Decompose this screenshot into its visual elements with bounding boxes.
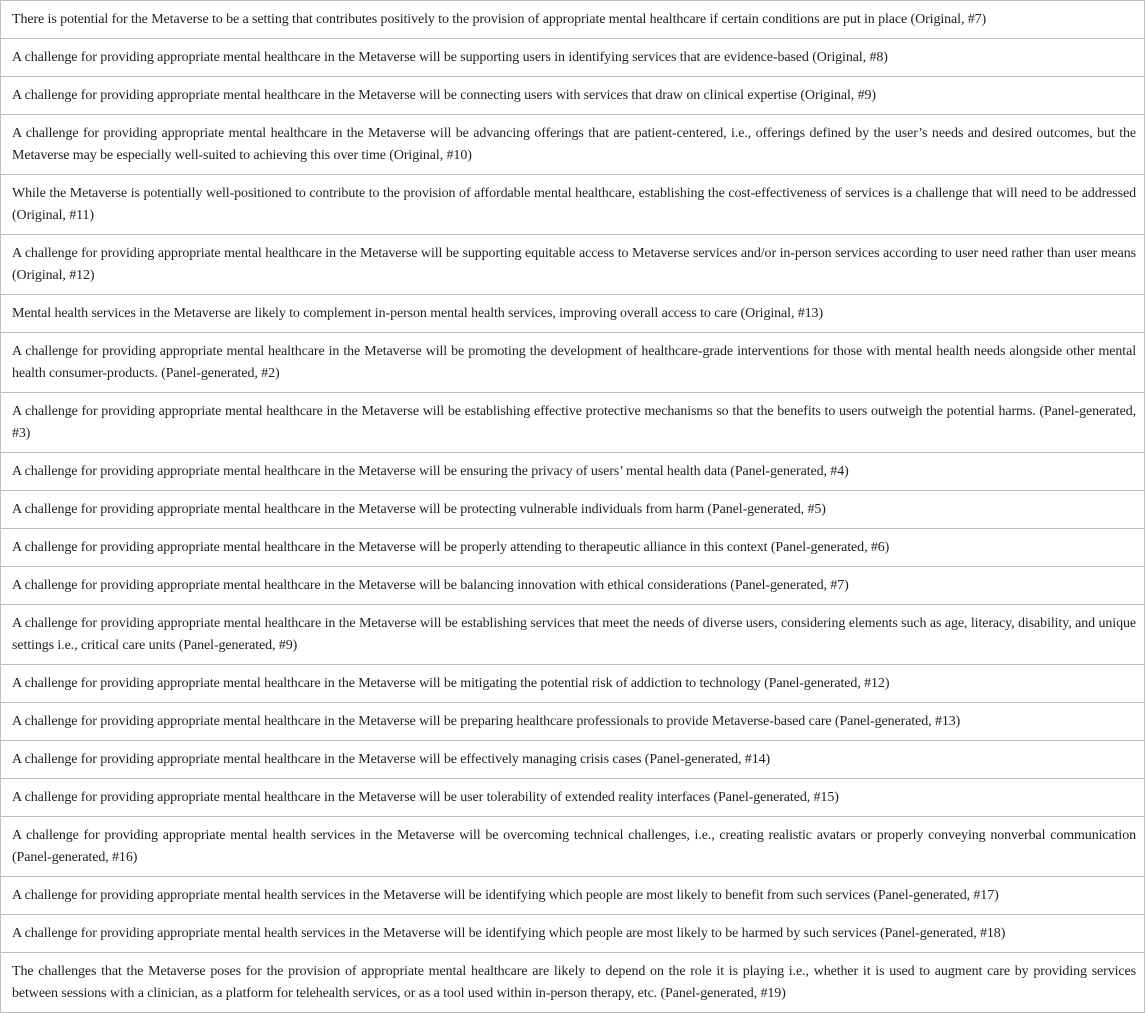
table-row: A challenge for providing appropriate mental healthcare in the Metaverse will be advancing offerings that are patient-centered, i.e., offerings defined by the user’s needs and desired outcomes, but the Metaverse may be especially well-suited to achieving this over time (Original, #10): [0, 115, 1145, 175]
table-row: There is potential for the Metaverse to be a setting that contributes positively to the provision of appropriate mental healthcare if certain conditions are put in place (Original, #7): [0, 1, 1145, 39]
table-row: A challenge for providing appropriate mental healthcare in the Metaverse will be supporting equitable access to Metaverse services and/or in-person services according to user need rather than user means (Original, #12): [0, 235, 1145, 295]
table-row: While the Metaverse is potentially well-positioned to contribute to the provision of affordable mental healthcare, establishing the cost-effectiveness of services is a challenge that will need to be addressed (Original, #11): [0, 175, 1145, 235]
table-row: A challenge for providing appropriate mental healthcare in the Metaverse will be balancing innovation with ethical considerations (Panel-generated, #7): [0, 567, 1145, 605]
table-row: A challenge for providing appropriate mental healthcare in the Metaverse will be mitigating the potential risk of addiction to technology (Panel-generated, #12): [0, 665, 1145, 703]
table-row: A challenge for providing appropriate mental healthcare in the Metaverse will be preparing healthcare professionals to provide Metaverse-based care (Panel-generated, #13): [0, 703, 1145, 741]
table-row: A challenge for providing appropriate mental healthcare in the Metaverse will be establishing services that meet the needs of diverse users, considering elements such as age, literacy, disability, and unique settings i.e., critical care units (Panel-generated, #9): [0, 605, 1145, 665]
table-row: A challenge for providing appropriate mental healthcare in the Metaverse will be effectively managing crisis cases (Panel-generated, #14): [0, 741, 1145, 779]
table-row: A challenge for providing appropriate mental healthcare in the Metaverse will be properly attending to therapeutic alliance in this context (Panel-generated, #6): [0, 529, 1145, 567]
table-row: A challenge for providing appropriate mental health services in the Metaverse will be overcoming technical challenges, i.e., creating realistic avatars or properly conveying nonverbal communication (Panel-generated, #16): [0, 817, 1145, 877]
table-row: A challenge for providing appropriate mental healthcare in the Metaverse will be promoting the development of healthcare-grade interventions for those with mental health needs alongside other mental health consumer-products. (Panel-generated, #2): [0, 333, 1145, 393]
table-row: A challenge for providing appropriate mental healthcare in the Metaverse will be supporting users in identifying services that are evidence-based (Original, #8): [0, 39, 1145, 77]
table-row: The challenges that the Metaverse poses for the provision of appropriate mental healthcare are likely to depend on the role it is playing i.e., whether it is used to augment care by providing services between sessions with a clinician, as a platform for telehealth services, or as a tool used within in-person therapy, etc. (Panel-generated, #19): [0, 953, 1145, 1013]
table-row: A challenge for providing appropriate mental healthcare in the Metaverse will be establishing effective protective mechanisms so that the benefits to users outweigh the potential harms. (Panel-generated, #3): [0, 393, 1145, 453]
table-row: A challenge for providing appropriate mental healthcare in the Metaverse will be connecting users with services that draw on clinical expertise (Original, #9): [0, 77, 1145, 115]
table-row: A challenge for providing appropriate mental health services in the Metaverse will be identifying which people are most likely to be harmed by such services (Panel-generated, #18): [0, 915, 1145, 953]
table-row: Mental health services in the Metaverse are likely to complement in-person mental health services, improving overall access to care (Original, #13): [0, 295, 1145, 333]
table-row: A challenge for providing appropriate mental healthcare in the Metaverse will be ensuring the privacy of users’ mental health data (Panel-generated, #4): [0, 453, 1145, 491]
table-row: A challenge for providing appropriate mental healthcare in the Metaverse will be user tolerability of extended reality interfaces (Panel-generated, #15): [0, 779, 1145, 817]
table-row: A challenge for providing appropriate mental healthcare in the Metaverse will be protecting vulnerable individuals from harm (Panel-generated, #5): [0, 491, 1145, 529]
table-row: A challenge for providing appropriate mental health services in the Metaverse will be identifying which people are most likely to benefit from such services (Panel-generated, #17): [0, 877, 1145, 915]
